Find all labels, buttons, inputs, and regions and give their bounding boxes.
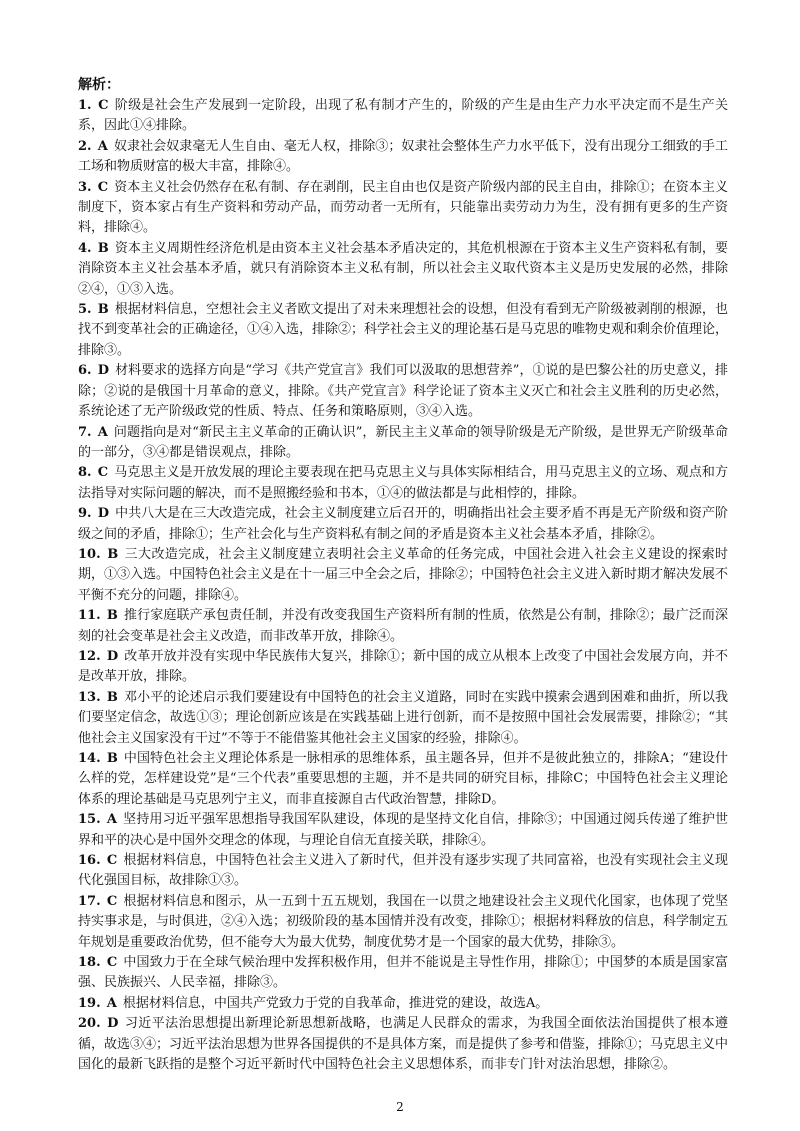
explanation-text: 习近平法治思想提出新理论新思想新战略，也满足人民群众的需求，为我国全面依法治国提供了根本遵循，故选③④；习近平法治思想为世界各国提供的不是具体方案，而是提供了参考和借鉴，排除①；马克思主义中国化的最新飞跃指的是整个习近平新时代中国特色社会主义思想体系，而非专门针对法治思想，排除②。 xyxy=(78,1016,729,1073)
explanation-text: 中共八大是在三大改造完成，社会主义制度建立后召开的，明确指出社会主要矛盾不再是无产阶级和资产阶级之间的矛盾，排除①；生产社会化与生产资料私有制之间的矛盾是资本主义社会基本矛盾，排除②。 xyxy=(78,506,728,542)
answer-letter: B xyxy=(106,751,118,766)
question-number: 3. xyxy=(78,179,92,195)
question-number: 17. xyxy=(78,893,101,909)
explanation-text: 根据材料信息和图示，从一五到十五五规划，我国在一以贯之地建设社会主义现代化国家，也体现了党坚持实事求是，与时俱进，②④入选；初级阶段的基本国情并没有改变，排除①；根据材料释放的信息，科学制定五年规划是重要政治优势，但不能夸大为最大优势，制度优势才是一个国家的最大优势，排除③。 xyxy=(78,893,729,950)
answer-letter: B xyxy=(106,689,118,705)
question-number: 6. xyxy=(78,363,92,379)
explanation-item xyxy=(78,504,728,545)
explanation-item xyxy=(78,96,728,137)
explanation-item xyxy=(78,892,728,953)
answer-letter: D xyxy=(107,1016,119,1032)
explanation-item xyxy=(78,463,728,504)
explanation-item xyxy=(78,545,728,606)
question-number: 12. xyxy=(78,648,101,664)
answer-letter: D xyxy=(97,363,110,379)
question-number: 14. xyxy=(78,751,101,766)
answer-letter: A xyxy=(97,424,108,440)
question-number: 5. xyxy=(78,302,92,318)
answer-letter: C xyxy=(106,853,118,869)
page-number: 2 xyxy=(396,1100,404,1114)
answer-letter: A xyxy=(106,995,117,1011)
explanation-item xyxy=(78,994,728,1014)
answer-letter: C xyxy=(97,465,109,481)
explanation-item xyxy=(78,647,728,688)
explanation-text: 坚持用习近平强军思想指导我国军队建设，体现的是坚持文化自信，排除③；中国通过阅兵传递了维护世界和平的决心是中国外交理念的体现，与理论自信无直接关联，排除④。 xyxy=(78,812,728,848)
question-number: 16. xyxy=(78,853,101,869)
answer-letter: A xyxy=(97,138,108,154)
answer-letter: D xyxy=(106,648,119,664)
answer-letter: B xyxy=(97,240,109,256)
explanation-text: 邓小平的论述启示我们要建设有中国特色的社会主义道路，同时在实践中摸索会遇到困难和曲折，所以我们要坚定信念，故选①③；理论创新应该是在实践基础上进行创新，而不是按照中国社会发展需要，排除②；“其他社会主义国家没有干过”不等于不能借鉴其他社会主义国家的经验，排除④。 xyxy=(78,689,728,746)
question-number: 15. xyxy=(78,812,101,828)
answer-letter: C xyxy=(98,98,109,113)
question-number: 11. xyxy=(78,608,101,624)
explanation-item xyxy=(78,688,728,749)
explanation-text: 马克思主义是开放发展的理论主要表现在把马克思主义与具体实际相结合，用马克思主义的立场、观点和方法指导对实际问题的解决，而不是照搬经验和书本，①④的做法都是与此相悖的，排除。 xyxy=(78,465,728,501)
explanation-text: 根据材料信息，中国共产党致力于党的自我革命，推进党的建设，故选A。 xyxy=(122,995,549,1011)
section-heading: 解析： xyxy=(78,77,120,93)
answer-letter: C xyxy=(97,179,109,195)
question-number: 8. xyxy=(78,465,92,481)
explanation-item xyxy=(78,1014,728,1075)
answer-letter: B xyxy=(107,546,119,562)
explanation-item xyxy=(78,137,728,178)
answer-letter: B xyxy=(106,608,118,624)
explanation-text: 根据材料信息，空想社会主义者欧文提出了对未来理想社会的设想，但没有看到无产阶级被剥削的根源，也找不到变革社会的正确途径，①④入选，排除②；科学社会主义的理论基石是马克思的唯物史观和剩余价值理论，排除③。 xyxy=(78,302,729,358)
question-number: 19. xyxy=(78,995,101,1011)
question-number: 2. xyxy=(78,138,92,154)
explanation-text: 中国致力于在全球气候治理中发挥积极作用，但并不能说是主导性作用，排除①；中国梦的本质是国家富强、民族振兴、人民幸福，排除③。 xyxy=(78,955,728,991)
question-number: 7. xyxy=(78,424,92,440)
question-number: 13. xyxy=(78,689,101,705)
explanation-text: 推行家庭联产承包责任制，并没有改变我国生产资料所有制的性质，依然是公有制，排除②；最广泛而深刻的社会变革是社会主义改造，而非改革开放，排除④。 xyxy=(78,608,728,644)
answer-letter: B xyxy=(97,302,109,318)
answer-letter: C xyxy=(106,893,118,909)
answer-letter: D xyxy=(97,506,110,522)
explanation-text: 材料要求的选择方向是“学习《共产党宣言》我们可以汲取的思想营养”，①说的是巴黎公社的历史意义，排除；②说的是俄国十月革命的意义，排除。《共产党宣言》科学论证了资本主义灭亡和社会主义胜利的历史必然，系统论述了无产阶级政党的性质、特点、任务和策略原则，③④入选。 xyxy=(78,363,728,420)
explanation-text: 改革开放并没有实现中华民族伟大复兴，排除①；新中国的成立从根本上改变了中国社会发展方向，并不是改革开放，排除。 xyxy=(78,648,728,685)
answer-explanations xyxy=(78,76,728,1076)
explanation-item xyxy=(78,300,728,361)
explanation-text: 问题指向是对“新民主主义革命的正确认识”，新民主主义革命的领导阶级是无产阶级，是世界无产阶级革命的一部分，③④都是错误观点，排除。 xyxy=(78,424,728,460)
explanation-item xyxy=(78,361,728,422)
question-number: 10. xyxy=(78,546,101,562)
explanation-item xyxy=(78,606,728,647)
explanation-text: 根据材料信息，中国特色社会主义进入了新时代，但并没有逐步实现了共同富裕，也没有实现社会主义现代化强国目标，故排除①③。 xyxy=(78,853,728,889)
explanation-text: 阶级是社会生产发展到一定阶段，出现了私有制才产生的，阶级的产生是由生产力水平决定而不是生产关系，因此①④排除。 xyxy=(78,98,728,134)
question-number: 20. xyxy=(78,1016,101,1032)
question-number: 1. xyxy=(78,98,92,113)
question-number: 9. xyxy=(78,506,92,522)
explanation-item xyxy=(78,851,728,892)
explanation-item xyxy=(78,810,728,851)
explanation-item xyxy=(78,953,728,994)
explanation-text: 资本主义周期性经济危机是由资本主义社会基本矛盾决定的，其危机根源在于资本主义生产资料私有制，要消除资本主义社会基本矛盾，就只有消除资本主义私有制，所以社会主义取代资本主义是历史发展的必然，排除②④，①③入选。 xyxy=(78,240,728,297)
explanation-item xyxy=(78,749,728,810)
explanation-item xyxy=(78,239,728,300)
explanation-text: 奴隶社会奴隶毫无人生自由、毫无人权，排除③；奴隶社会整体生产力水平低下，没有出现分工细致的手工工场和物质财富的极大丰富，排除④。 xyxy=(78,138,728,175)
explanation-text: 三大改造完成，社会主义制度建立表明社会主义革命的任务完成，中国社会进入社会主义建设的探索时期，①③入选。中国特色社会主义是在十一届三中全会之后，排除②；中国特色社会主义进入新时期才解决发展不平衡不充分的问题，排除④。 xyxy=(78,546,729,603)
question-number: 4. xyxy=(78,240,92,256)
explanation-item xyxy=(78,178,728,239)
explanation-list xyxy=(78,96,728,1076)
question-number: 18. xyxy=(78,955,101,971)
explanation-text: 中国特色社会主义理论体系是一脉相承的思维体系，虽主题各异，但并不是彼此独立的，排除A；“建设什么样的党，怎样建设党”是“三个代表”重要思想的主题，并不是共同的研究目标，排除C；中国特色社会主义理论体系的理论基础是马克思列宁主义，而非直接源自古代政治智慧，排除D。 xyxy=(78,751,728,807)
answer-letter: A xyxy=(106,812,118,828)
answer-letter: C xyxy=(106,955,118,971)
explanation-text: 资本主义社会仍然存在私有制、存在剥削，民主自由也仅是资产阶级内部的民主自由，排除①；在资本主义制度下，资本家占有生产资料和劳动产品，而劳动者一无所有，只能靠出卖劳动力为生，没有拥有更多的生产资料，排除④。 xyxy=(78,179,728,236)
explanation-item xyxy=(78,423,728,464)
